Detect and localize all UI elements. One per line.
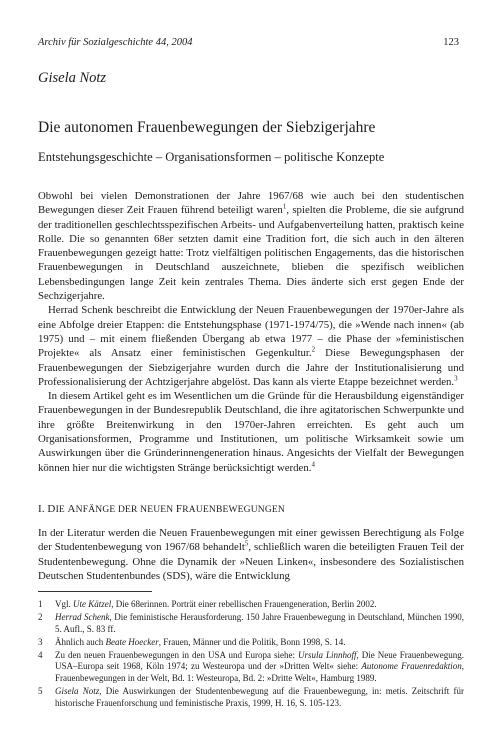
footnotes (38, 599, 464, 711)
footnote-ref[interactable]: 5 (244, 539, 249, 548)
footnote-divider (38, 591, 152, 592)
paragraph-1: Obwohl bei vielen Demonstrationen der Jahre 1967/68 wie auch bei den studentischen Bewegungen dieser Zeit Frauen führend beteiligt waren$^1$, spielten die Probleme, die sie aufgrund der traditionellen geschlechtsspezifischen Arbeits- und Aufgabenverteilung hatten, praktisch keine Rolle. Die so genannten 68er setzten damit eine Tradition fort, die sich auch in den älteren Frauenbewegungen gezeigt hatte: Trotz vielfältigen politischen Engagements, das die historischen Frauenbewegungen in Deutschland auszeichnete, blieben die spezifisch weiblichen Lebensbedingungen lange Zeit kein zentrales Thema. Dies änderte sich erst gegen Ende der Sechzigerjahre. (38, 190, 465, 303)
journal-reference: Archiv für Sozialgeschichte 44, 2004 (38, 37, 193, 48)
running-header (38, 37, 459, 51)
paragraph-2: Herrad Schenk beschreibt die Entwicklung der Neuen Frauenbewegungen der 1970er-Jahre als eine Abfolge dreier Etappen: die Entstehungsphase (1971-1974/75), die »Wende nach innen« (ab 1975) und – mit einem fließenden Übergang ab etwa 1977 – die Phase der »feministischen Projekte« als Ansatz einer feministischen Gegenkultur.$^2$ Diese Bewegungsphasen der Frauenbewegungen der Siebzigerjahre wurden durch die Jahre der Institutionalisierung und Professionalisierung der Achtzigerjahre abgelöst. Das kann als vierte Etappe bezeichnet werden.$^3$ (38, 304, 465, 388)
footnote-1: 1 Vgl. Ute Kätzel, Die 68erinnen. Porträt einer rebellischen Frauengeneration, Berlin 2002. (38, 599, 377, 609)
footnote-3: 3 Ähnlich auch Beate Hoecker, Frauen, Männer und die Politik, Bonn 1998, S. 14. (38, 636, 346, 647)
footnote-ref[interactable]: 4 (311, 460, 315, 469)
section-body-text (38, 526, 464, 583)
page-number: 123 (443, 37, 459, 48)
author-name: Gisela Notz (38, 70, 107, 86)
body-text (38, 189, 464, 475)
footnote-ref[interactable]: 3 (454, 374, 458, 383)
footnote-ref[interactable]: 1 (282, 202, 287, 211)
article-subtitle: Entstehungsgeschichte – Organisationsformen – politische Konzepte (38, 150, 385, 164)
section-heading: I. DIE ANFÄNGE DER NEUEN FRAUENBEWEGUNGEN (38, 503, 285, 515)
paragraph-4: In der Literatur werden die Neuen Frauenbewegungen mit einer gewissen Berechtigung als Folge der Studentenbewegung von 1967/68 behandelt$^5$, schließlich waren die beteiligten Frauen Teil der Studentenbewegung. Ohne die Dynamik der »Neuen Linken«, insbesondere des Sozialistischen Deutschen Studentenbundes (SDS), wäre die Entwicklung (38, 527, 464, 582)
footnote-5: 5 Gisela Notz, Die Auswirkungen der Studentenbewegung auf die Frauenbewegung, in: metis. Zeitschrift für historische Frauenforschung und feministische Praxis, 1999, H. 16, S. 105-123. (38, 686, 464, 708)
footnote-2: 2 Herrad Schenk, Die feministische Herausforderung. 150 Jahre Frauenbewegung in Deutschland, München 1990, 5. Aufl., S. 83 ff. (38, 612, 465, 634)
paragraph-3: In diesem Artikel geht es im Wesentlichen um die Gründe für die Herausbildung eigenständiger Frauenbewegungen in der Bundesrepublik Deutschland, die ihre agitatorischen Schwerpunkte und ihre größte Breitenwirkung in den 1970er-Jahren erreichten. Es geht auch um Organisationsformen, Programme und Institutionen, um politische Wirksamkeit sowie um Auswirkungen über die Gründerinnengeneration hinaus. Angesichts der Vielfalt der Bewegungen können hier nur die wichtigsten Stränge berücksichtigt werden.$^4$ (38, 390, 464, 474)
footnote-ref[interactable]: 2 (311, 345, 316, 354)
article-title: Die autonomen Frauenbewegungen der Siebzigerjahre (38, 119, 376, 136)
footnote-4: 4 Zu den neuen Frauenbewegungen in den USA und Europa siehe: Ursula Linnhoff, Die Neue Frauenbewegung. USA–Europa seit 1968, Köln 1974; zu Westeuropa und der »Dritten Welt« siehe: Autonome Frauenredaktion, Frauenbewegungen in der Welt, Bd. 1: Westeuropa, Bd. 2: »Dritte Welt«, Hamburg 1989. (38, 649, 465, 684)
